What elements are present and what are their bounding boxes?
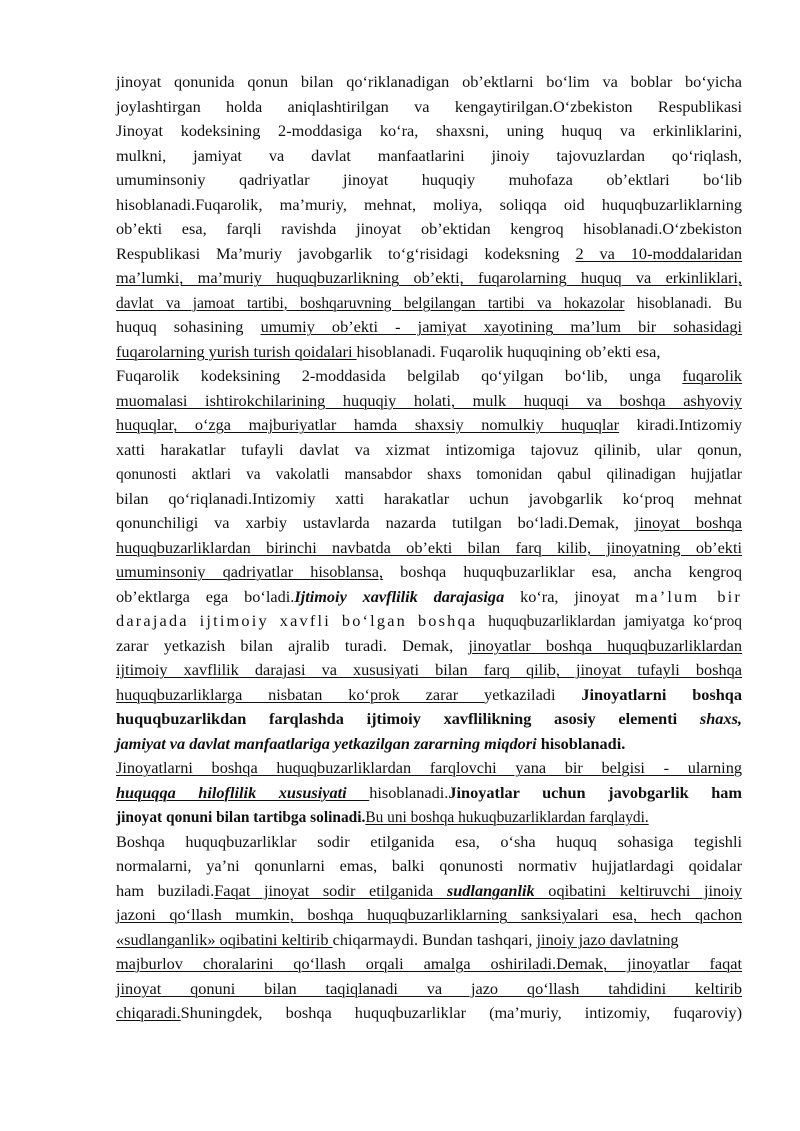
text-segment: joylashtirgan holda aniqlashtirilgan va kengaytirilgan.O‘zbekiston Respublikasi — [116, 96, 742, 116]
text-segment: jinoyat qonuni bilan taqiqlanadi va jazo qo‘llash tahdidini keltirib — [116, 978, 742, 998]
text-segment: ko‘ra, jinoyat — [504, 586, 636, 606]
text-segment: Faqat jinoyat sodir etilganida — [214, 880, 447, 900]
text-line — [116, 830, 742, 855]
text-segment: ma’lumki, ma’muriy huquqbuzarlikning ob’ekti, fuqarolarning huquq va erkinliklari, — [116, 268, 742, 287]
text-segment: hisoblanadi. Fuqarolik huquqining ob’ekti esa, — [356, 341, 661, 361]
text-line — [116, 487, 742, 512]
text-segment: jamiyat va davlat manfaatlariga yetkazilgan zararning miqdori — [116, 733, 537, 753]
text-line — [116, 977, 742, 1002]
text-line — [116, 70, 742, 95]
text-segment: Bu uni boshqa hukuqbuzarliklardan farqlaydi. — [365, 809, 649, 826]
text-segment: Respublikasi Ma’muriy javobgarlik to‘g‘risidagi kodeksning — [116, 243, 576, 263]
text-line — [116, 462, 742, 487]
text-segment: fuqarolik — [682, 366, 742, 385]
text-line — [116, 511, 742, 536]
text-segment: ob’ekti esa, farqli ravishda jinoyat ob’ektidan kengroq hisoblanadi.O‘zbekiston — [116, 219, 742, 238]
text-segment: Jinoyatlarni boshqa huquqbuzarliklardan farqlovchi yana bir belgisi - ularning — [116, 758, 742, 777]
text-segment: umuminsoniy qadriyatlar hisoblansa, — [116, 562, 384, 581]
text-segment: darajada ijtimoiy xavfli bo‘lgan boshqa — [116, 611, 489, 630]
text-segment: chiqaradi. — [116, 1003, 181, 1022]
text-line — [116, 781, 742, 806]
text-segment: huquqqa hiloflilik xususiyati — [116, 782, 370, 802]
text-line — [116, 805, 742, 830]
text-segment: jinoyat boshqa — [634, 513, 742, 532]
text-segment: Fuqarolik kodeksining 2-moddasida belgilab qo‘yilgan bo‘lib, unga — [116, 366, 683, 385]
text-line — [116, 879, 742, 904]
text-segment: Jinoyatlar uchun javobgarlik ham — [448, 782, 742, 802]
text-line — [116, 585, 742, 610]
text-line — [116, 340, 742, 365]
text-segment: Jinoyat kodeksining 2-moddasiga ko‘ra, shaxsni, uning huquq va erkinliklarini, — [116, 121, 742, 140]
text-segment: umumiy ob’ekti - jamiyat xayotining ma’lum bir sohasidagi — [260, 317, 743, 336]
text-line — [116, 364, 742, 389]
text-segment: ham buziladi. — [116, 880, 215, 900]
text-line — [116, 193, 742, 218]
text-line — [116, 95, 742, 120]
text-line — [116, 389, 742, 414]
text-segment: huquq sohasining — [116, 317, 261, 336]
document-page — [116, 70, 742, 1026]
text-segment: Jinoyatlarni boshqa — [581, 684, 742, 704]
text-line — [116, 144, 742, 169]
text-line — [116, 634, 742, 659]
text-segment: ob’ektlarga ega bo‘ladi. — [116, 586, 295, 606]
text-segment: ijtimoiy xavflilik darajasi va xususiyati bilan farq qilib, jinoyat tufayli boshqa — [116, 660, 742, 679]
text-line — [116, 756, 742, 781]
text-segment: hisoblanadi. — [369, 782, 449, 802]
text-line — [116, 536, 742, 561]
text-line — [116, 609, 742, 634]
text-line — [116, 707, 742, 732]
text-segment: oqibatini keltiruvchi jinoiy — [534, 880, 742, 900]
text-segment: Boshqa huquqbuzarliklar sodir etilganida esa, o‘sha huquq sohasiga tegishli — [116, 831, 742, 851]
text-segment: chiqarmaydi. Bundan tashqari, — [332, 929, 537, 949]
text-segment: muomalasi ishtirokchilarining huquqiy holati, mulk huquqi va boshqa ashyoviy — [116, 390, 742, 410]
text-line — [116, 903, 742, 928]
text-segment: jazoni qo‘llash mumkin, boshqa huquqbuzarliklarning sanksiyalari esa, hech qachon — [116, 905, 742, 924]
text-segment: fuqarolarning yurish turish qoidalari — [116, 341, 357, 361]
text-segment: hisoblanadi. Bu — [624, 294, 742, 312]
text-line — [116, 413, 742, 438]
text-segment: hisoblanadi.Fuqarolik, ma’muriy, mehnat, moliya, soliqqa oid huquqbuzarliklarning — [116, 194, 742, 214]
text-segment: zarar yetkazish bilan ajralib turadi. Demak, — [116, 635, 469, 655]
text-segment: umuminsoniy qadriyatlar jinoyat huquqiy muhofaza ob’ektlari bo‘lib — [116, 170, 742, 189]
text-segment: sudlanganlik — [446, 880, 535, 900]
text-segment: majburlov choralarini qo‘llash orqali amalga oshiriladi. — [116, 954, 557, 973]
text-segment: normalarni, ya’ni qonunlarni emas, balki qonunosti normativ hujjatlardagi qoidalar — [116, 856, 742, 875]
text-segment: hisoblanadi. — [536, 733, 626, 753]
text-line — [116, 1001, 742, 1026]
text-segment: jinoyat qonunida qonun bilan qo‘riklanadigan ob’ektlarni bo‘lim va boblar bo‘yicha — [116, 72, 742, 91]
text-line — [116, 315, 742, 340]
text-segment: xatti harakatlar tufayli davlat va xizmat intizomiga tajovuz qilinib, ular qonun, — [116, 439, 742, 459]
text-segment: 2 va 10-moddalaridan — [575, 243, 743, 263]
text-segment: jinoiy jazo davlatning — [536, 929, 679, 949]
text-segment: ma’lum bir — [635, 586, 742, 606]
text-segment: huquqbuzarliklardan birinchi navbatda ob’ekti bilan farq kilib, jinoyatning ob’ekti — [116, 537, 742, 557]
text-line — [116, 854, 742, 879]
text-segment: jinoyat qonuni bilan tartibga solinadi. — [116, 809, 366, 826]
text-line — [116, 560, 742, 585]
text-segment: huquqlar, o‘zga majburiyatlar hamda shaxsiy nomulkiy huquqlar — [116, 415, 620, 434]
text-segment: jinoyatlar boshqa huquqbuzarliklardan — [468, 635, 742, 655]
text-segment: bilan qo‘riqlanadi.Intizomiy xatti harakatlar uchun javobgarlik ko‘proq mehnat — [116, 488, 742, 508]
text-line — [116, 217, 742, 242]
text-segment: huquqbuzarliklardan jamiyatga ko‘proq — [488, 613, 742, 630]
text-line — [116, 242, 742, 267]
text-segment: kiradi.Intizomiy — [619, 415, 742, 434]
text-segment: Ijtimoiy xavflilik darajasiga — [294, 586, 505, 606]
text-segment: shaxs, — [699, 709, 742, 728]
text-segment: davlat va jamoat tartibi, boshqaruvning belgilangan tartibi va hokazolar — [116, 294, 625, 312]
text-segment: yetkaziladi — [484, 684, 582, 704]
text-segment: Shuningdek, boshqa huquqbuzarliklar (ma’muriy, intizomiy, fuqaroviy) — [180, 1003, 742, 1022]
text-line — [116, 266, 742, 291]
text-segment: «sudlanganlik» oqibatini keltirib — [116, 929, 333, 949]
text-segment: mulkni, jamiyat va davlat manfaatlarini jinoiy tajovuzlardan qo‘riqlash, — [116, 145, 742, 165]
text-segment: Demak, jinoyatlar faqat — [556, 954, 743, 973]
text-segment: huquqbuzarliklarga nisbatan ko‘prok zarar — [116, 684, 485, 704]
text-segment: qonunchiligi va xarbiy ustavlarda nazarda tutilgan bo‘ladi.Demak, — [116, 513, 635, 532]
text-line — [116, 928, 742, 953]
text-line — [116, 291, 742, 316]
text-segment: huquqbuzarlikdan farqlashda ijtimoiy xavflilikning asosiy elementi — [116, 709, 700, 728]
text-line — [116, 119, 742, 144]
text-line — [116, 168, 742, 193]
text-segment: boshqa huquqbuzarliklar esa, ancha kengroq — [383, 562, 742, 581]
text-line — [116, 683, 742, 708]
text-line — [116, 732, 742, 757]
text-line — [116, 438, 742, 463]
text-line — [116, 952, 742, 977]
text-segment: qonunosti aktlari va vakolatli mansabdor shaxs tomonidan qabul qilinadigan hujjatlar — [116, 466, 742, 483]
text-line — [116, 658, 742, 683]
